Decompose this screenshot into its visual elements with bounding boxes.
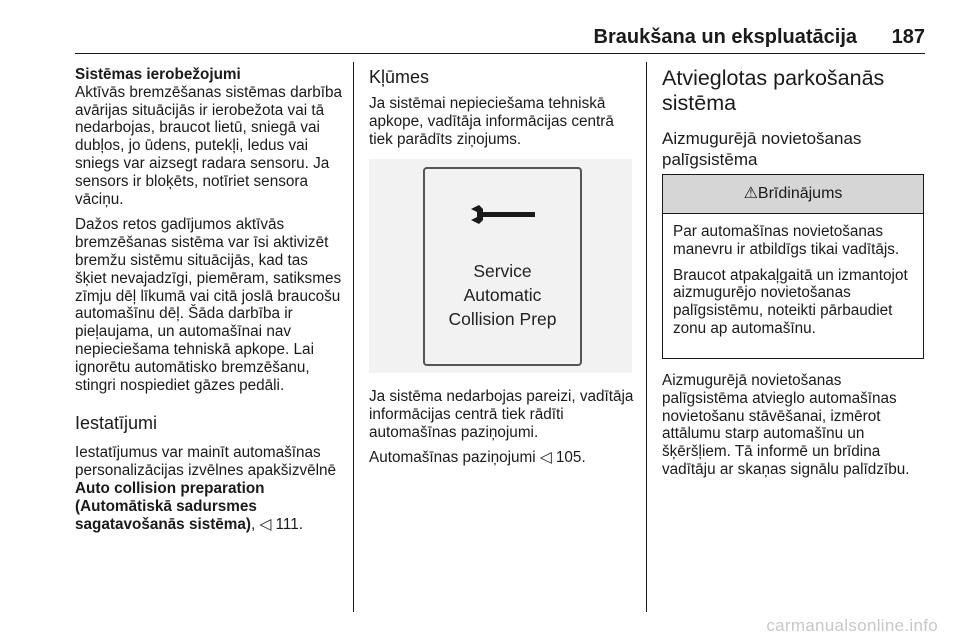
subheading-rear-parking-assist: Aizmugurējā novietošanas palīgsistēma <box>662 129 862 169</box>
warning-paragraph-1: Par automašīnas novietošanas manevru ir atbildīgs tikai vadītājs. <box>673 223 900 258</box>
warning-header <box>663 175 923 214</box>
heading-faults: Kļūmes <box>369 67 430 87</box>
paragraph-faults: Ja sistēmai nepieciešama tehniskā apkope, vadītāja informācijas centrā tiek parādīts ziņojums. <box>369 95 614 148</box>
warning-paragraph-2: Braucot atpakaļgaitā un izmantojot aizmugurējo novietošanas palīgsistēmu, noteikti pārbaudiet zonu ap automašīnu. <box>673 266 908 337</box>
paragraph-limits: Aktīvās bremzēšanas sistēmas darbība avārijas situācijās ir ierobežota vai tā nedarbojas, braucot lietū, sniegā vai dubļos, jo ūdens, putekļi, ledus vai sniegs var aizsegt radara sensoru. Ja sensors ir bloķēts, notīriet sensora vāciņu. <box>75 83 342 208</box>
dic-message-figure <box>369 159 632 373</box>
heading-settings: Iestatījumi <box>75 413 158 434</box>
page-reference-link[interactable]: 111. <box>275 515 304 533</box>
column-2-lower <box>369 388 635 467</box>
heading-system-limits: Sistēmas ierobežojumi <box>75 66 241 83</box>
warning-triangle-icon: ⚠ <box>743 185 758 202</box>
column-divider-1 <box>353 62 354 612</box>
header-rule <box>75 53 925 54</box>
warning-body <box>663 214 923 338</box>
watermark: carmanualsonline.info <box>766 616 938 635</box>
paragraph-malfunction: Ja sistēma nedarbojas pareizi, vadītāja informācijas centrā tiek rādīti automašīnas paziņojumi. <box>369 388 634 441</box>
page-reference-link[interactable]: 105. <box>555 449 586 467</box>
paragraph-rear-assist: Aizmugurējā novietošanas palīgsistēma atvieglo automašīnas novietošanu stāvēšanai, izmērot attālumu starp automašīnu un šķēršļiem. Tā informē un brīdina vadītāju ar skaņas signālu palīdzību. <box>662 372 910 478</box>
warning-box <box>662 174 924 359</box>
page-reference-icon: ◁ <box>539 449 552 467</box>
display-line-3: Collision Prep <box>448 309 557 329</box>
display-line-2: Automatic <box>463 285 542 305</box>
column-2 <box>369 66 635 148</box>
menu-item-name: Auto collision preparation (Automātiskā sadursmes sagatavošanās sistēma) <box>75 479 265 533</box>
column-1 <box>75 66 343 533</box>
settings-text: Iestatījumus var mainīt automašīnas personalizācijas izvēlnes apakšizvēlnē <box>75 444 337 480</box>
display-panel <box>423 167 582 366</box>
section-title: Braukšana un ekspluatācija <box>593 26 857 48</box>
heading-parking-assist: Atvieglotas parkošanās sistēma <box>662 66 885 115</box>
column-3 <box>662 66 924 170</box>
paragraph-rare-cases: Dažos retos gadījumos aktīvās bremzēšanas sistēma var īsi aktivizēt bremžu sistēmu situācijās, kad tas šķiet nevajadzīgi, piemēram, satiksmes zīmju dēļ līkumā vai citā joslā braucošu automašīnu dēļ. Šāda darbība ir pieļaujama, un automašīnai nav nepieciešama tehniskā apkope. Lai ignorētu automātisko bremzēšanu, stingri nospiediet gāzes pedāli. <box>75 216 342 394</box>
settings-comma: , <box>251 515 260 533</box>
paragraph-settings <box>75 444 343 533</box>
paragraph-vehicle-messages <box>369 449 635 467</box>
page-reference-icon: ◁ <box>259 515 272 533</box>
vehicle-messages-text: Automašīnas paziņojumi <box>369 449 540 467</box>
wrench-icon <box>469 203 537 225</box>
column-divider-2 <box>646 62 647 612</box>
display-line-1: Service <box>473 261 532 281</box>
column-3-lower <box>662 372 924 479</box>
page-number: 187 <box>891 26 925 48</box>
warning-title: Brīdinājums <box>757 185 843 202</box>
display-message <box>425 259 580 331</box>
page-header <box>75 26 925 54</box>
